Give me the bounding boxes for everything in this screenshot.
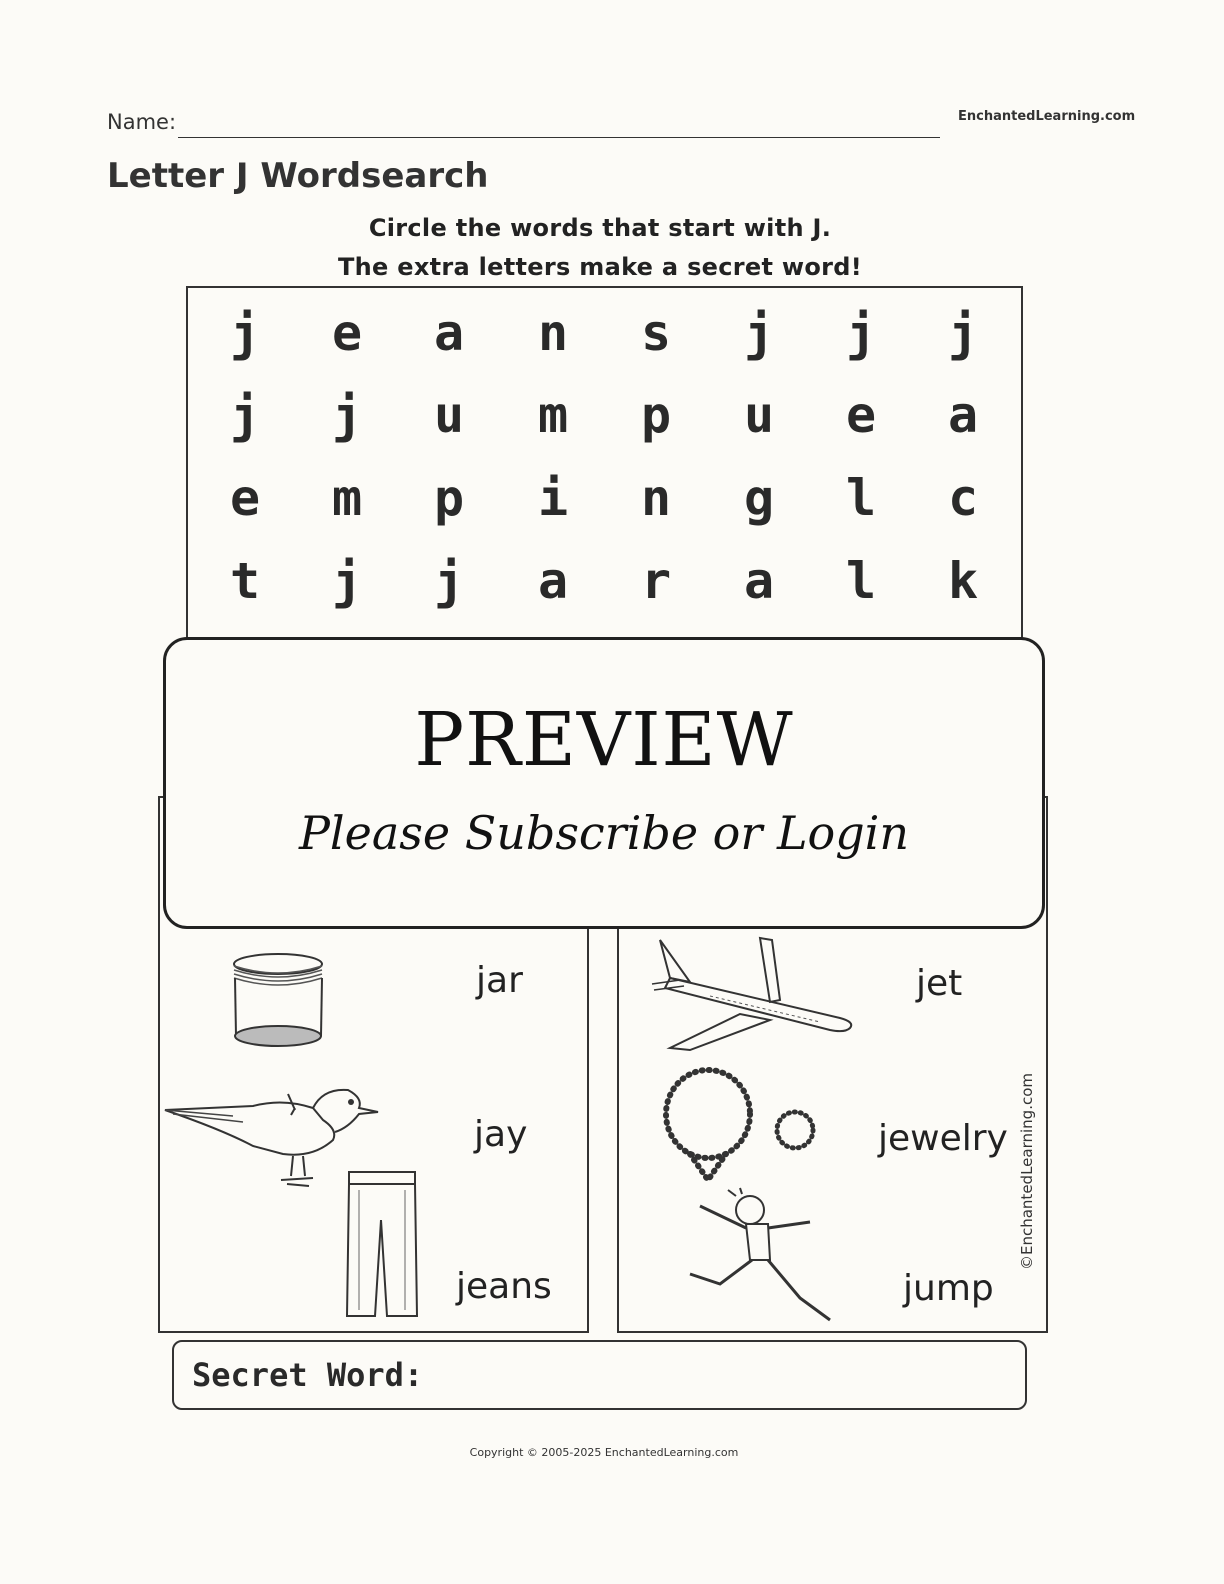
- preview-overlay[interactable]: [163, 637, 1045, 929]
- word-jump: jump: [903, 1268, 994, 1309]
- grid-cell[interactable]: a: [947, 386, 979, 444]
- grid-cell[interactable]: j: [947, 304, 979, 362]
- grid-cell[interactable]: e: [845, 386, 877, 444]
- word-jay: jay: [474, 1114, 528, 1155]
- name-label: Name:: [107, 110, 177, 134]
- grid-cell[interactable]: e: [331, 304, 363, 362]
- word-jet: jet: [916, 963, 963, 1004]
- jeans-icon: [345, 1170, 420, 1320]
- grid-cell[interactable]: n: [640, 469, 672, 527]
- grid-cell[interactable]: j: [331, 386, 363, 444]
- grid-cell[interactable]: m: [331, 469, 363, 527]
- necklace-icon: [660, 1062, 822, 1187]
- word-jewelry: jewelry: [878, 1118, 1008, 1159]
- grid-cell[interactable]: s: [640, 304, 672, 362]
- grid-row: [188, 304, 1021, 388]
- grid-cell[interactable]: u: [743, 386, 775, 444]
- grid-cell[interactable]: a: [433, 304, 465, 362]
- secret-word-label: Secret Word:: [192, 1356, 424, 1394]
- instruction-line-1: Circle the words that start with J.: [368, 214, 832, 242]
- grid-row: [188, 552, 1021, 636]
- word-jar: jar: [476, 960, 523, 1001]
- name-line[interactable]: [178, 137, 940, 138]
- page-title: Letter J Wordsearch: [107, 156, 489, 196]
- instruction-line-2: The extra letters make a secret word!: [337, 253, 863, 281]
- grid-cell[interactable]: u: [433, 386, 465, 444]
- grid-cell[interactable]: j: [331, 552, 363, 610]
- subscribe-login-prompt[interactable]: Please Subscribe or Login: [298, 806, 910, 860]
- grid-cell[interactable]: r: [640, 552, 672, 610]
- grid-cell[interactable]: n: [537, 304, 569, 362]
- grid-cell[interactable]: m: [537, 386, 569, 444]
- grid-row: [188, 469, 1021, 553]
- grid-cell[interactable]: j: [229, 304, 261, 362]
- grid-cell[interactable]: l: [845, 469, 877, 527]
- grid-cell[interactable]: j: [433, 552, 465, 610]
- letter-grid: [186, 286, 1023, 646]
- grid-cell[interactable]: j: [743, 304, 775, 362]
- site-logo[interactable]: EnchantedLearning.com: [958, 109, 1136, 124]
- grid-cell[interactable]: p: [640, 386, 672, 444]
- word-jeans: jeans: [456, 1266, 552, 1307]
- grid-cell[interactable]: i: [537, 469, 569, 527]
- grid-cell[interactable]: l: [845, 552, 877, 610]
- grid-cell[interactable]: g: [743, 469, 775, 527]
- preview-title: PREVIEW: [414, 697, 794, 783]
- grid-cell[interactable]: p: [433, 469, 465, 527]
- grid-cell[interactable]: e: [229, 469, 261, 527]
- watermark: ©EnchantedLearning.com: [1018, 1073, 1036, 1270]
- jumping-person-icon: [680, 1188, 845, 1328]
- grid-cell[interactable]: j: [229, 386, 261, 444]
- grid-row: [188, 386, 1021, 470]
- grid-cell[interactable]: a: [537, 552, 569, 610]
- grid-cell[interactable]: a: [743, 552, 775, 610]
- jar-icon: [230, 950, 330, 1050]
- grid-cell[interactable]: t: [229, 552, 261, 610]
- airplane-icon: [650, 938, 860, 1053]
- grid-cell[interactable]: j: [845, 304, 877, 362]
- copyright: Copyright © 2005-2025 EnchantedLearning.com: [469, 1446, 739, 1459]
- grid-cell[interactable]: k: [947, 552, 979, 610]
- grid-cell[interactable]: c: [947, 469, 979, 527]
